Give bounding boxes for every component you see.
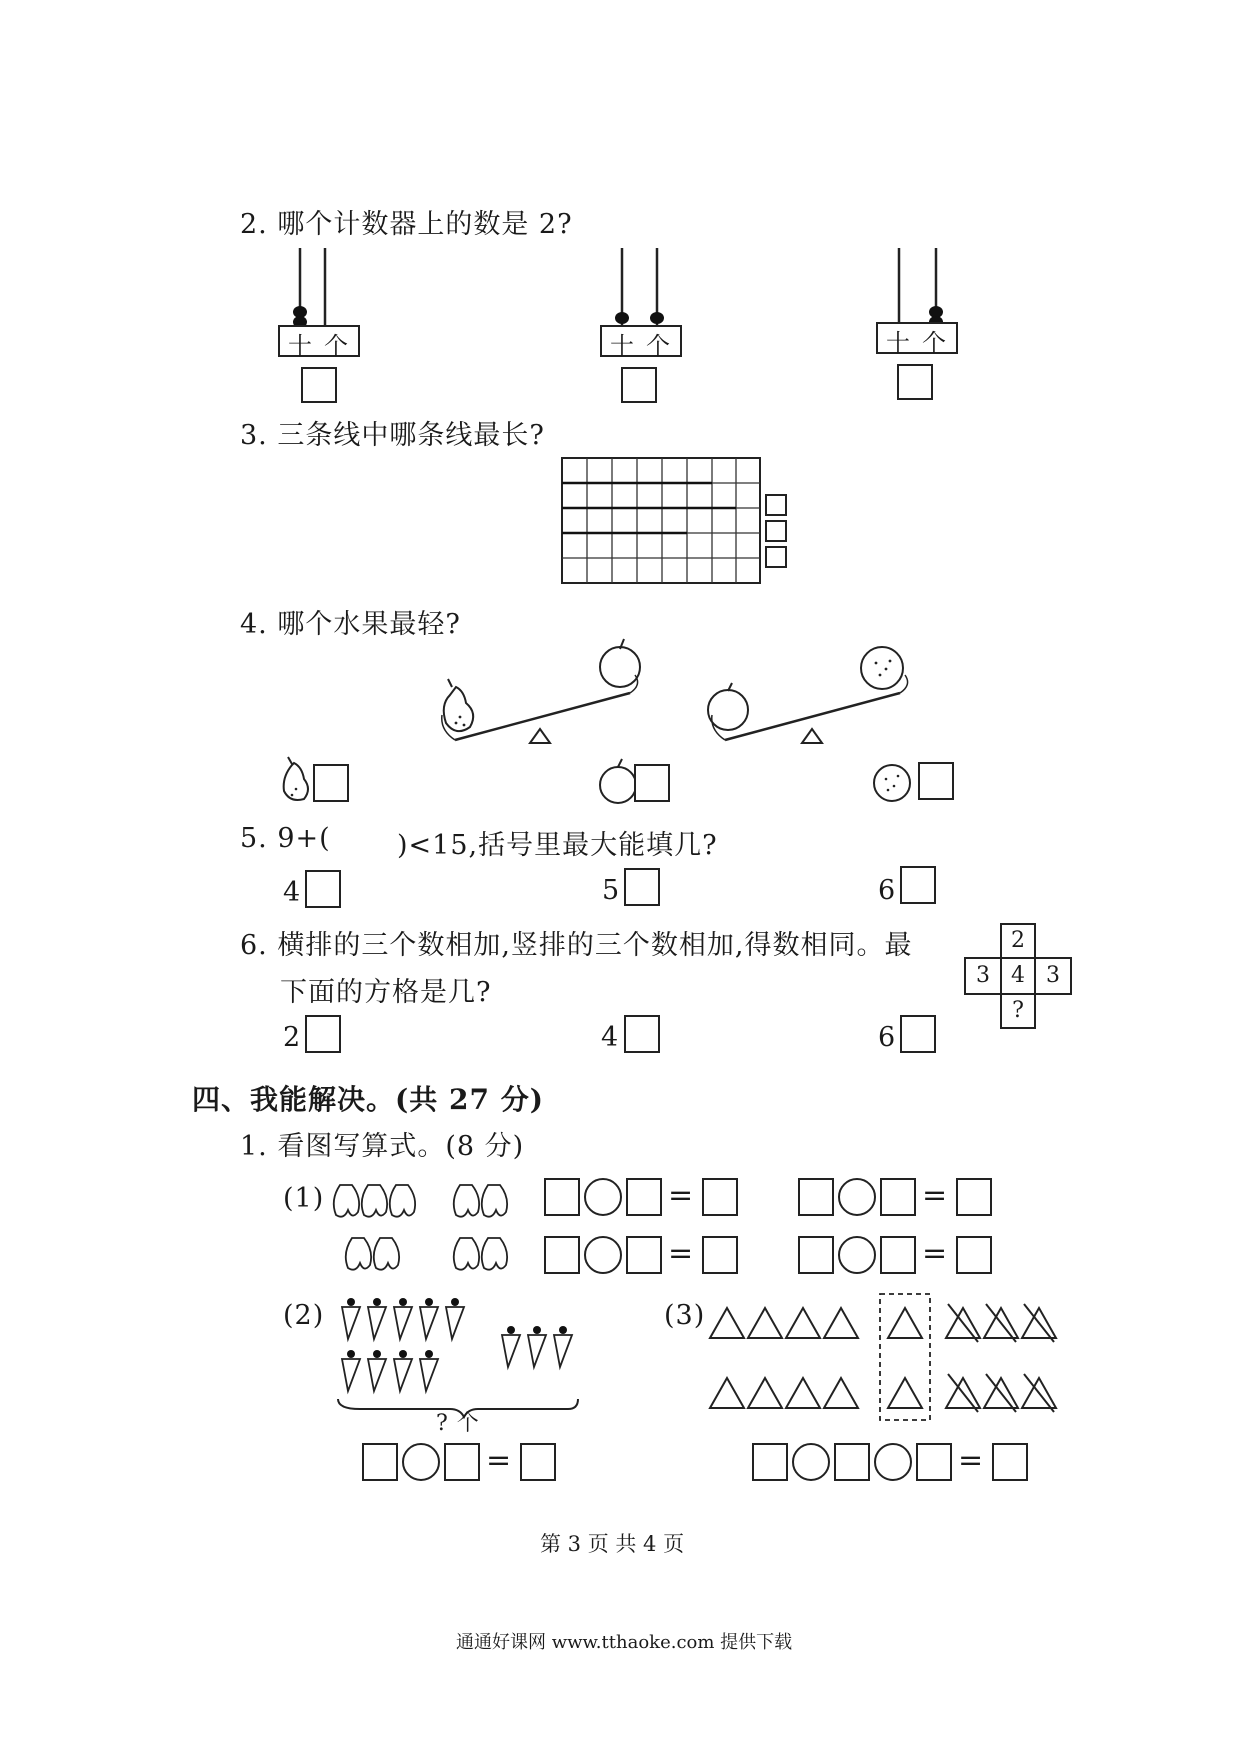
eq-operator-circle[interactable] — [874, 1443, 912, 1481]
cross-left: 3 — [964, 957, 1002, 995]
q5-answer-box-2[interactable] — [624, 868, 660, 906]
question-3-title: 3. 三条线中哪条线最长? — [240, 420, 545, 451]
orange-answer-box[interactable] — [918, 762, 954, 800]
abacus-b-base — [600, 325, 682, 360]
eq-box[interactable] — [626, 1236, 662, 1274]
question-5-title-part-a: 5. 9+( — [240, 823, 331, 854]
eq-box[interactable] — [752, 1443, 788, 1481]
ones-label: 个 — [324, 332, 349, 360]
abacus-c-base — [876, 322, 958, 357]
eq-box[interactable] — [880, 1236, 916, 1274]
eq-result-box[interactable] — [702, 1178, 738, 1216]
eq-box[interactable] — [444, 1443, 480, 1481]
question-4-title: 4. 哪个水果最轻? — [240, 609, 461, 640]
eq-result-box[interactable] — [956, 1178, 992, 1216]
line-answer-box-2[interactable] — [765, 520, 787, 542]
q6-answer-box-1[interactable] — [305, 1015, 341, 1053]
answer-box-b[interactable] — [621, 367, 657, 403]
apple-icon — [598, 757, 638, 807]
q6-answer-box-3[interactable] — [900, 1015, 936, 1053]
eq-operator-circle[interactable] — [838, 1178, 876, 1216]
q5-answer-box-3[interactable] — [900, 866, 936, 904]
eq-box[interactable] — [834, 1443, 870, 1481]
equals-sign: = — [668, 1236, 694, 1271]
line-answer-box-1[interactable] — [765, 494, 787, 516]
q5-option-4: 4 — [283, 877, 301, 908]
cross-bottom: ? — [1000, 993, 1036, 1029]
eq-operator-circle[interactable] — [584, 1236, 622, 1274]
tens-label: 十 — [610, 332, 635, 360]
eq-operator-circle[interactable] — [792, 1443, 830, 1481]
download-source: 通通好课网 www.tthaoke.com 提供下载 — [456, 1632, 793, 1653]
tens-label: 十 — [886, 329, 911, 357]
eq-box[interactable] — [916, 1443, 952, 1481]
eq-box[interactable] — [362, 1443, 398, 1481]
balance-pear-apple — [430, 645, 660, 765]
question-6-title-line2: 下面的方格是几? — [280, 977, 492, 1008]
equals-sign: = — [958, 1443, 984, 1478]
question-6-title-line1: 6. 横排的三个数相加,竖排的三个数相加,得数相同。最 — [240, 930, 913, 961]
pear-answer-box[interactable] — [313, 764, 349, 802]
eq-operator-circle[interactable] — [838, 1236, 876, 1274]
eq-result-box[interactable] — [956, 1236, 992, 1274]
equals-sign: = — [486, 1443, 512, 1478]
part-1-label: (1) — [283, 1183, 325, 1214]
eq-operator-circle[interactable] — [584, 1178, 622, 1216]
q6-option-2: 2 — [283, 1022, 301, 1053]
q5-answer-box-1[interactable] — [305, 870, 341, 908]
ones-label: 个 — [646, 332, 671, 360]
abacus-a-base — [278, 325, 360, 360]
answer-box-a[interactable] — [301, 367, 337, 403]
equals-sign: = — [922, 1178, 948, 1213]
q5-option-5: 5 — [602, 875, 620, 906]
eq-box[interactable] — [798, 1178, 834, 1216]
cross-center: 4 — [1000, 957, 1036, 995]
eq-box[interactable] — [880, 1178, 916, 1216]
pear-icon — [278, 757, 318, 807]
triangles-picture — [710, 1300, 1090, 1450]
q6-option-6: 6 — [878, 1022, 896, 1053]
line-answer-box-3[interactable] — [765, 546, 787, 568]
question-2-title: 2. 哪个计数器上的数是 2? — [240, 209, 573, 240]
answer-box-c[interactable] — [897, 364, 933, 400]
eq-operator-circle[interactable] — [402, 1443, 440, 1481]
page-number: 第 3 页 共 4 页 — [540, 1532, 685, 1556]
eq-box[interactable] — [798, 1236, 834, 1274]
eq-result-box[interactable] — [702, 1236, 738, 1274]
cross-right: 3 — [1034, 957, 1072, 995]
tens-label: 十 — [288, 332, 313, 360]
ones-label: 个 — [922, 329, 947, 357]
q6-option-4: 4 — [601, 1022, 619, 1053]
eq-result-box[interactable] — [520, 1443, 556, 1481]
part-2-label: (2) — [283, 1300, 325, 1331]
part-3-label: (3) — [664, 1300, 706, 1331]
question-4-1-title: 1. 看图写算式。(8 分) — [240, 1131, 525, 1162]
q5-option-6: 6 — [878, 875, 896, 906]
section-4-heading: 四、我能解决。(共 27 分) — [192, 1083, 544, 1116]
q6-answer-box-2[interactable] — [624, 1015, 660, 1053]
equals-sign: = — [668, 1178, 694, 1213]
eq-box[interactable] — [544, 1236, 580, 1274]
brace-label: ? 个 — [436, 1411, 480, 1436]
question-5-title-part-b: )<15,括号里最大能填几? — [397, 830, 718, 861]
orange-icon — [874, 764, 914, 804]
peppers-picture — [330, 1180, 530, 1290]
balance-apple-orange — [700, 645, 930, 765]
cross-top: 2 — [1000, 923, 1036, 959]
equals-sign: = — [922, 1236, 948, 1271]
eq-box[interactable] — [626, 1178, 662, 1216]
eq-result-box[interactable] — [992, 1443, 1028, 1481]
eq-box[interactable] — [544, 1178, 580, 1216]
apple-answer-box[interactable] — [634, 764, 670, 802]
